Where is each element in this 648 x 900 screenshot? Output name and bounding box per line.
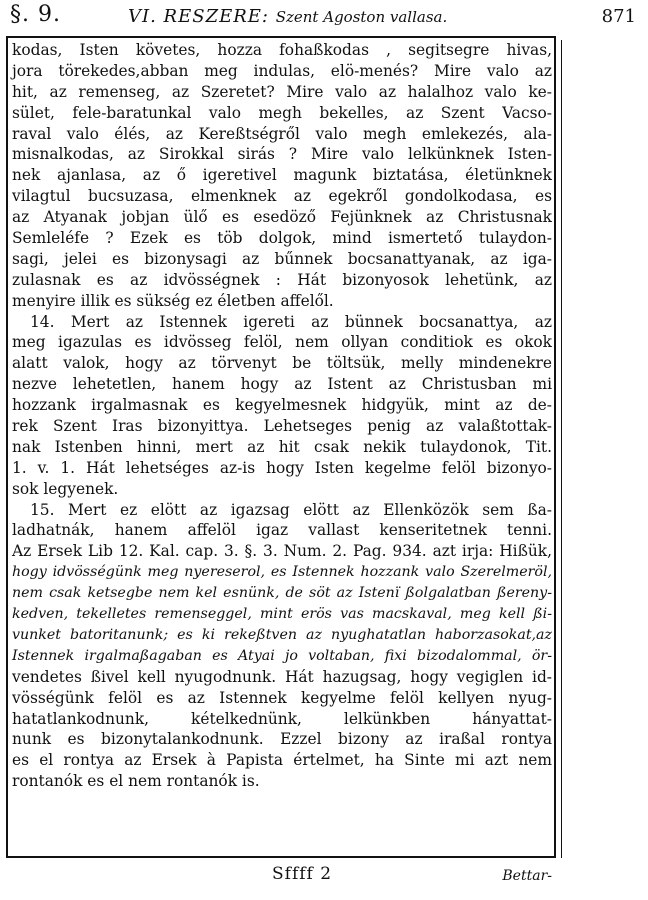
text-line: alatt valok, hogy az törvenyt be töltsük, melly mindenekre <box>12 354 552 373</box>
text-line: hit, az remenseg, az Szeretet? Mire valo az halalhoz valo ke- <box>12 82 552 101</box>
text-line: vösségünk felöl es az Istennek kegyelme felöl kellyen nyug- <box>12 688 552 707</box>
text-body <box>12 40 552 792</box>
running-title <box>128 6 447 27</box>
catchword: Bettar- <box>502 868 552 884</box>
text-line: hozzank irgalmasnak es kegyelmesnek hidgyük, mint az de- <box>12 396 552 415</box>
chapter-subtitle: Szent Agoston vallasa. <box>275 8 448 26</box>
text-line: 1. v. 1. Hát lehetséges az-is hogy Isten kegelme felöl bizonyo- <box>12 458 552 477</box>
text-line: nak Istenben hinni, mert az hit csak nekik tulaydonok, Tit. <box>12 437 552 456</box>
text-line: sok legyenek. <box>12 479 119 498</box>
text-line: sagi, jelei es bizonysagi az bűnnek bocsanattyanak, az iga- <box>12 249 552 268</box>
chapter-title: VI. RESZERE: <box>128 6 269 27</box>
text-line: vendetes ßivel kell nyugodnunk. Hát hazugsag, hogy vegiglen id- <box>12 667 552 686</box>
text-line: meg igazulas es idvösseg felöl, nem ollyan conditiok es okok <box>12 333 552 352</box>
paragraph-14-start: 14. Mert az Istennek igereti az bünnek bocsanattya, az <box>30 312 552 331</box>
page-footer <box>0 862 648 892</box>
quotation-line: kedven, tekelletes remenseggel, mint erös vas macskaval, meg kell ßi- <box>12 606 552 623</box>
quotation-line: hogy idvösségünk meg nyereserol, es Istennek hozzank valo Szerelmeröl, <box>12 564 552 581</box>
text-line: az Atyanak jobjan ülő es esedöző Fejünknek az Christusnak <box>12 208 552 227</box>
text-line: Semleléfe ? Ezek es töb dolgok, mind ismertető tulaydon- <box>12 229 552 248</box>
text-line: hatatlankodnunk, kételkednünk, lelkünkben hányattat- <box>12 709 552 728</box>
text-line: nek ajanlasa, az ő igeretivel magunk biztatása, életünknek <box>12 166 552 185</box>
text-line: zulasnak es az idvösségnek : Hát bizonyosok lehetünk, az <box>12 270 552 289</box>
running-header <box>0 0 648 40</box>
text-line: vilagtul bucsuzasa, elmenknek az egekről gondolkodasa, es <box>12 187 552 206</box>
text-line: rontanók es el nem rontanók is. <box>12 772 260 791</box>
text-line: misnalkodas, az Sirokkal sirás ? Mire valo lelkünknek Isten- <box>12 145 552 164</box>
quotation-line: nem csak ketsegbe nem kel esnünk, de söt az Istenï ßolgalatban ßereny- <box>12 585 552 602</box>
citation-line: Az Ersek Lib 12. Kal. cap. 3. §. 3. Num. 2. Pag. 934. azt irja: Hißük, <box>12 542 552 561</box>
text-line: es el rontya az Ersek à Papista értelmet, ha Sinte mi azt nem <box>12 751 552 770</box>
signature-mark: Sffff 2 <box>272 864 333 884</box>
text-line: jora törekedes,abban meg indulas, elö-menés? Mire valo az <box>12 61 552 80</box>
text-line: rek Szent Iras bizonyittya. Lehetseges penig az valaßtottak- <box>12 417 552 436</box>
paragraph-15-start: 15. Mert ez elött az igazsag elött az Ellenközök sem ßa- <box>30 500 552 519</box>
section-number: §. 9. <box>10 2 61 27</box>
page-number: 871 <box>601 6 636 27</box>
text-line: nezve lehetetlen, hanem hogy az Istent az Christusban mi <box>12 375 552 394</box>
quotation-line: Istennek irgalmaßagaban es Atyai jo voltaban, fixi bizodalommal, ör- <box>12 647 552 664</box>
quotation-line: vunket batoritanunk; es ki rekeßtven az nyughatatlan haborzasokat,az <box>12 626 552 643</box>
text-line: kodas, Isten követes, hozza fohaßkodas , segitsegre hivas, <box>12 41 552 59</box>
text-line: raval valo élés, az Kereßtségről valo megh emlekezés, ala- <box>12 124 552 143</box>
text-line: sület, fele-baratunkal valo megh bekelles, az Szent Vacso- <box>12 103 552 122</box>
text-line: ladhatnák, hanem affelöl igaz vallast kenseritetnek tenni. <box>12 521 552 540</box>
text-line: menyire illik es sükség ez életben affelől. <box>12 291 334 310</box>
text-line: nunk es bizonytalankodnunk. Ezzel bizony az iraßal rontya <box>12 730 552 749</box>
